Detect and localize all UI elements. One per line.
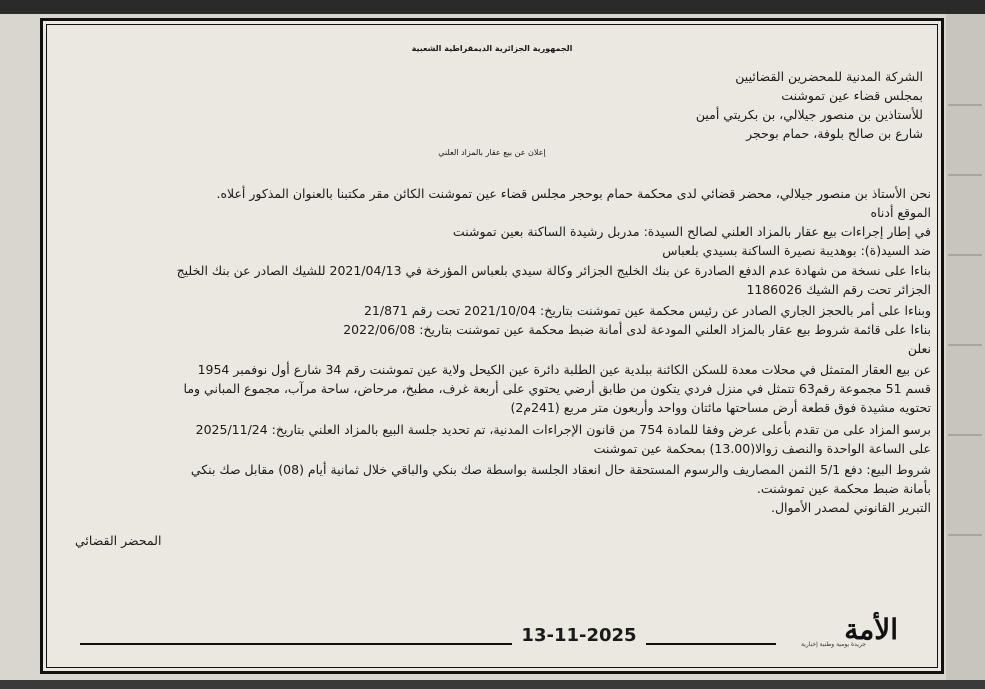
footer-rule-left xyxy=(80,643,512,645)
body-line-9: نعلن xyxy=(907,341,931,356)
body-line-7: وبناءا على أمر بالحجز الجاري الصادر عن رئيس محكمة عين تموشنت بتاريخ: 2021/10/04 تحت رقم 21/871 xyxy=(363,303,931,318)
publication-date: 13-11-2025 xyxy=(521,625,637,646)
body-line-5: بناءا على نسخة من شهادة عدم الدفع الصادرة عن بنك الخليج الجزائر وكالة سيدي بلعباس المؤرخة في 2021/04/13 للشيك الصادر عن بنك الخليج xyxy=(176,263,931,278)
top-border xyxy=(0,0,985,14)
body-line-10: عن بيع العقار المتمثل في محلات معدة للسكن الكائنة ببلدية عين الطلبة دائرة عين الكيحل ولاية عين تموشنت رقم 34 شارع أول نوفمبر 1954 xyxy=(197,362,931,377)
body-line-14: على الساعة الواحدة والنصف زوالا(13.00) بمحكمة عين تموشنت xyxy=(593,441,931,456)
body-line-8: بناءا على قائمة شروط بيع عقار بالمزاد العلني المودعة لدى أمانة ضبط محكمة عين تموشنت بتاريخ: 2022/06/08 xyxy=(343,322,931,337)
signature-label: المحضر القضائي xyxy=(75,533,162,548)
body-line-1: نحن الأستاذ بن منصور جيلالي، محضر قضائي لدى محكمة حمام بوحجر مجلس قضاء عين تموشنت الكائن مقر مكتبنا بالعنوان المذكور أعلاه. xyxy=(216,186,931,201)
logo-wordmark: الأمة xyxy=(844,613,898,646)
company-name: الشركة المدنية للمحضرين القضائيين xyxy=(735,69,923,84)
body-line-3: في إطار إجراءات بيع عقار بالمزاد العلني لصالح السيدة: مدربل رشيدة الساكنة بعين تموشنت xyxy=(452,224,931,239)
adjacent-page-strip xyxy=(946,14,985,680)
auction-notice xyxy=(40,18,944,674)
office-address: شارع بن صالح بلوفة، حمام بوحجر xyxy=(746,126,923,141)
logo-tagline: جريدة يومية وطنية إخبارية xyxy=(800,641,866,648)
notice-title: إعلان عن بيع عقار بالمزاد العلني xyxy=(438,148,546,157)
body-line-13: برسو المزاد على من تقدم بأعلى عرض وفقا للمادة 754 من قانون الإجراءات المدنية، تم تحديد جلسة البيع بالمزاد العلني بتاريخ: 2025/11/24 xyxy=(195,422,931,437)
republic-heading: الجمهورية الجزائرية الديمقراطية الشعبية xyxy=(411,44,573,53)
body-line-12: تحتويه مشيدة فوق قطعة أرض مساحتها مائتان وواحد وأربعون متر مربع (241م2) xyxy=(510,400,931,415)
body-line-17: التبرير القانوني لمصدر الأموال. xyxy=(770,500,931,515)
body-line-16: بأمانة ضبط محكمة عين تموشنت. xyxy=(756,481,931,496)
body-line-6: الجزائر تحت رقم الشيك 1186026 xyxy=(746,282,931,297)
bottom-border xyxy=(0,680,985,689)
body-line-11: قسم 51 مجموعة رقم63 تتمثل في منزل فردي يتكون من طابق أرضي يحتوي على أربعة غرف، مطبخ، مرحاض، ساحة مرآب، مجموع المباني وما xyxy=(183,381,931,396)
newspaper-logo xyxy=(778,614,898,648)
council-name: بمجلس قضاء عين تموشنت xyxy=(781,88,923,103)
officers-names: للأستاذين بن منصور جيلالي، بن بكريتي أمين xyxy=(695,107,923,122)
notice-inner-frame xyxy=(46,24,938,668)
footer-rule-right xyxy=(646,643,776,645)
body-line-4: ضد السيد(ة): بوهديبة نصيرة الساكنة بسيدي بلعباس xyxy=(662,243,931,258)
body-line-2: الموقع أدناه xyxy=(870,205,931,220)
body-line-15: شروط البيع: دفع 5/1 الثمن المصاريف والرسوم المستحقة حال انعقاد الجلسة بواسطة صك بنكي والباقي خلال ثمانية أيام (08) مقابل صك بنكي xyxy=(190,462,931,477)
